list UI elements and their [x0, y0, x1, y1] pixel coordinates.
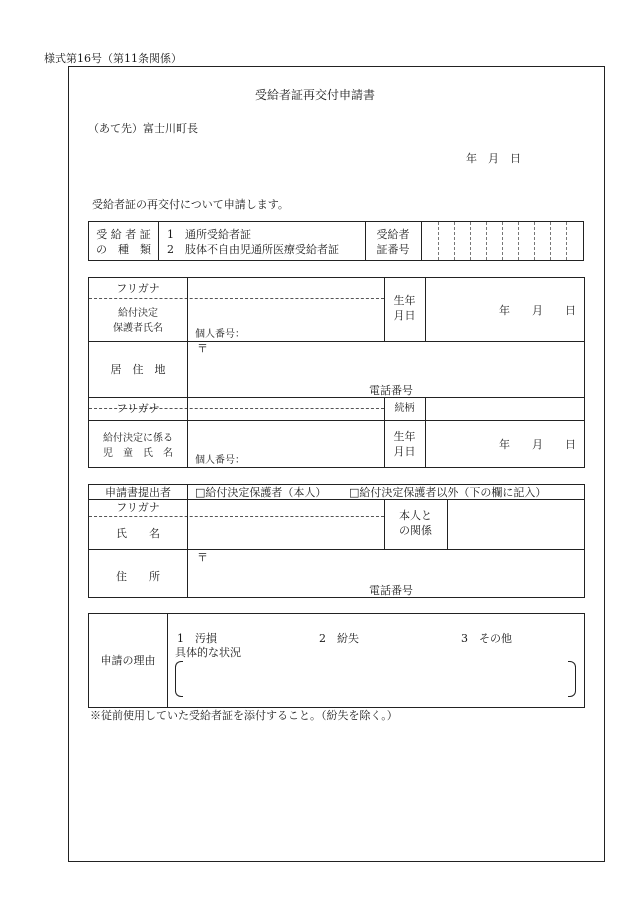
reason-label: 申請の理由 [100, 654, 156, 667]
digit-box-divider [486, 222, 487, 260]
cert-number-label-2: 証番号 [376, 243, 410, 256]
address-label: 居 住 地 [110, 363, 166, 376]
child-relation-label: 続柄 [394, 403, 415, 414]
child-name-label-2: 児 童 氏 名 [103, 448, 173, 459]
submitter-postal-mark: 〒 [197, 551, 208, 564]
cert-number-label-1: 受給者 [376, 228, 410, 241]
cert-type-label-2: の 種 類 [96, 243, 151, 256]
applicant-table [88, 277, 585, 468]
submitter-address-label: 住 所 [116, 570, 160, 583]
digit-box-divider [534, 222, 535, 260]
child-birth-label-2: 月日 [393, 445, 416, 458]
submitter-furigana-label: フリガナ [116, 501, 160, 514]
cert-option-1[interactable]: 1 通所受給者証 [167, 228, 251, 241]
submitter-name-label: 氏 名 [116, 527, 160, 540]
reason-detail-field[interactable] [185, 662, 565, 696]
reason-option-2[interactable]: 2 紛失 [319, 632, 359, 645]
reason-detail-label: 具体的な状況 [175, 646, 241, 659]
date-field[interactable]: 年 月 日 [466, 152, 521, 165]
reason-table [88, 613, 585, 708]
submitter-relation-label-1: 本人と [399, 509, 432, 522]
child-my-number-field[interactable]: 個人番号： [195, 455, 245, 466]
guardian-name-label-1: 給付決定 [118, 308, 158, 319]
child-birth-field[interactable]: 年 月 日 [499, 438, 576, 451]
form-number: 様式第16号（第11条関係） [44, 52, 182, 65]
form-title: 受給者証再交付申請書 [254, 88, 375, 102]
postal-mark: 〒 [197, 342, 208, 355]
submitter-phone-label: 電話番号 [369, 584, 413, 597]
cert-option-2[interactable]: 2 肢体不自由児通所医療受給者証 [167, 243, 339, 256]
submitter-relation-label-2: の関係 [399, 524, 432, 537]
guardian-birth-label-1: 生年 [393, 294, 416, 307]
guardian-birth-field[interactable]: 年 月 日 [499, 304, 576, 317]
guardian-furigana-label: フリガナ [116, 282, 160, 295]
digit-box-divider [438, 222, 439, 260]
intro-text: 受給者証の再交付について申請します。 [92, 198, 289, 211]
addressee: （あて先）富士川町長 [88, 122, 198, 135]
digit-box-divider [454, 222, 455, 260]
digit-box-divider [470, 222, 471, 260]
cert-type-label-1: 受 給 者 証 [96, 228, 151, 241]
submitter-label: 申請書提出者 [105, 486, 171, 499]
guardian-birth-label-2: 月日 [393, 309, 416, 322]
digit-box-divider [502, 222, 503, 260]
digit-box-divider [566, 222, 567, 260]
attachment-note: ※従前使用していた受給者証を添付すること。（紛失を除く。） [90, 709, 398, 722]
cert-table [88, 221, 584, 261]
child-furigana-label: フリガナ [116, 402, 160, 415]
digit-box-divider [518, 222, 519, 260]
guardian-name-label-2: 保護者氏名 [113, 323, 163, 334]
right-bracket [568, 661, 576, 697]
submitter-option-other[interactable]: □給付決定保護者以外（下の欄に記入） [349, 486, 547, 499]
reason-option-1[interactable]: 1 汚損 [177, 632, 217, 645]
child-name-label-1: 給付決定に係る [103, 433, 173, 444]
reason-option-3[interactable]: 3 その他 [461, 632, 512, 645]
guardian-my-number-field[interactable]: 個人番号： [195, 329, 245, 340]
left-bracket [175, 661, 183, 697]
digit-box-divider [550, 222, 551, 260]
submitter-table [88, 484, 585, 598]
guardian-phone-label: 電話番号 [369, 384, 413, 397]
child-birth-label-1: 生年 [393, 430, 416, 443]
submitter-option-self[interactable]: □給付決定保護者（本人） [195, 486, 327, 499]
